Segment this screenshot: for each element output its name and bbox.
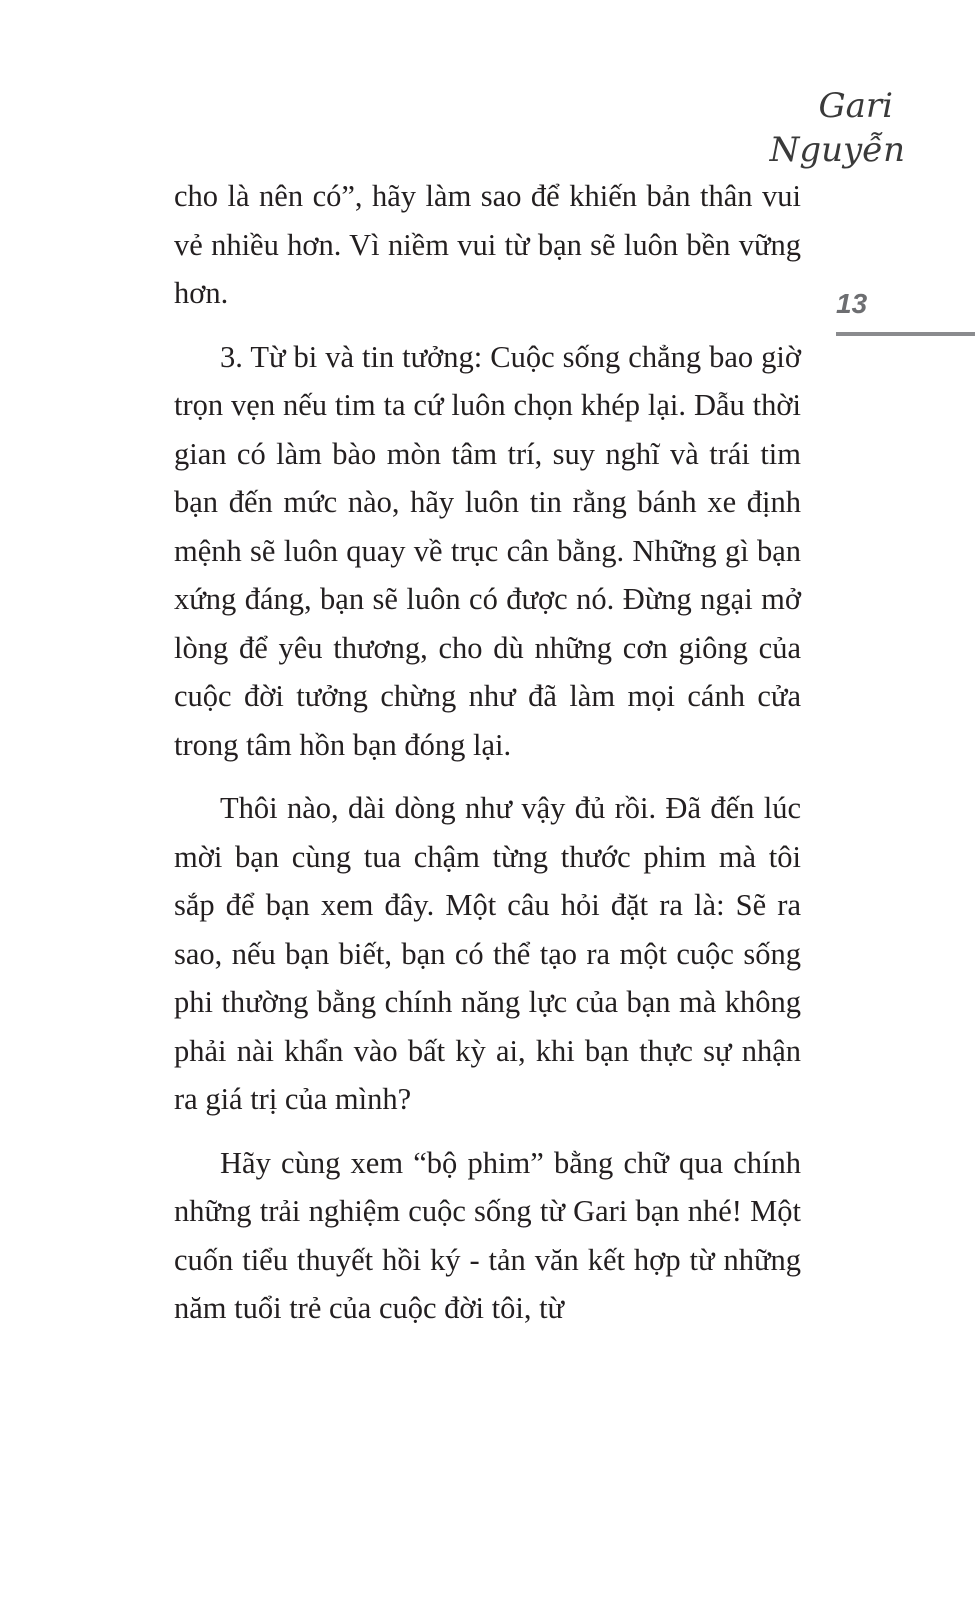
paragraph: Thôi nào, dài dòng như vậy đủ rồi. Đã đến lúc mời bạn cùng tua chậm từng thước phim mà tôi sắp để bạn xem đây. Một câu hỏi đặt ra là: Sẽ ra sao, nếu bạn biết, bạn có thể tạo ra một cuộc sống phi thường bằng chính năng lực của bạn mà không phải nài khẩn vào bất kỳ ai, khi bạn thực sự nhận ra giá trị của mình?	[174, 791, 801, 1116]
body-text	[174, 172, 801, 1348]
paragraph-continuation: cho là nên có”, hãy làm sao để khiến bản thân vui vẻ nhiều hơn. Vì niềm vui từ bạn sẽ luôn bền vững hơn.	[174, 179, 801, 310]
page-number-rule	[836, 332, 975, 336]
author-last-name: Nguyễn	[769, 130, 905, 170]
running-header-author	[765, 84, 905, 172]
paragraph: Hãy cùng xem “bộ phim” bằng chữ qua chính những trải nghiệm cuộc sống từ Gari bạn nhé! Một cuốn tiểu thuyết hồi ký - tản văn kết hợp từ những năm tuổi trẻ của cuộc đời tôi, từ	[174, 1145, 801, 1325]
paragraph: 3. Từ bi và tin tưởng: Cuộc sống chẳng bao giờ trọn vẹn nếu tim ta cứ luôn chọn khép lại. Dẫu thời gian có làm bào mòn tâm trí, suy nghĩ và trái tim bạn đến mức nào, hãy luôn tin rằng bánh xe định mệnh sẽ luôn quay về trục cân bằng. Những gì bạn xứng đáng, bạn sẽ luôn có được nó. Đừng ngại mở lòng để yêu thương, cho dù những cơn giông của cuộc đời tưởng chừng như đã làm mọi cánh cửa trong tâm hồn bạn đóng lại.	[174, 339, 801, 762]
author-first-name: Gari	[818, 86, 893, 126]
page-number: 13	[836, 288, 868, 319]
